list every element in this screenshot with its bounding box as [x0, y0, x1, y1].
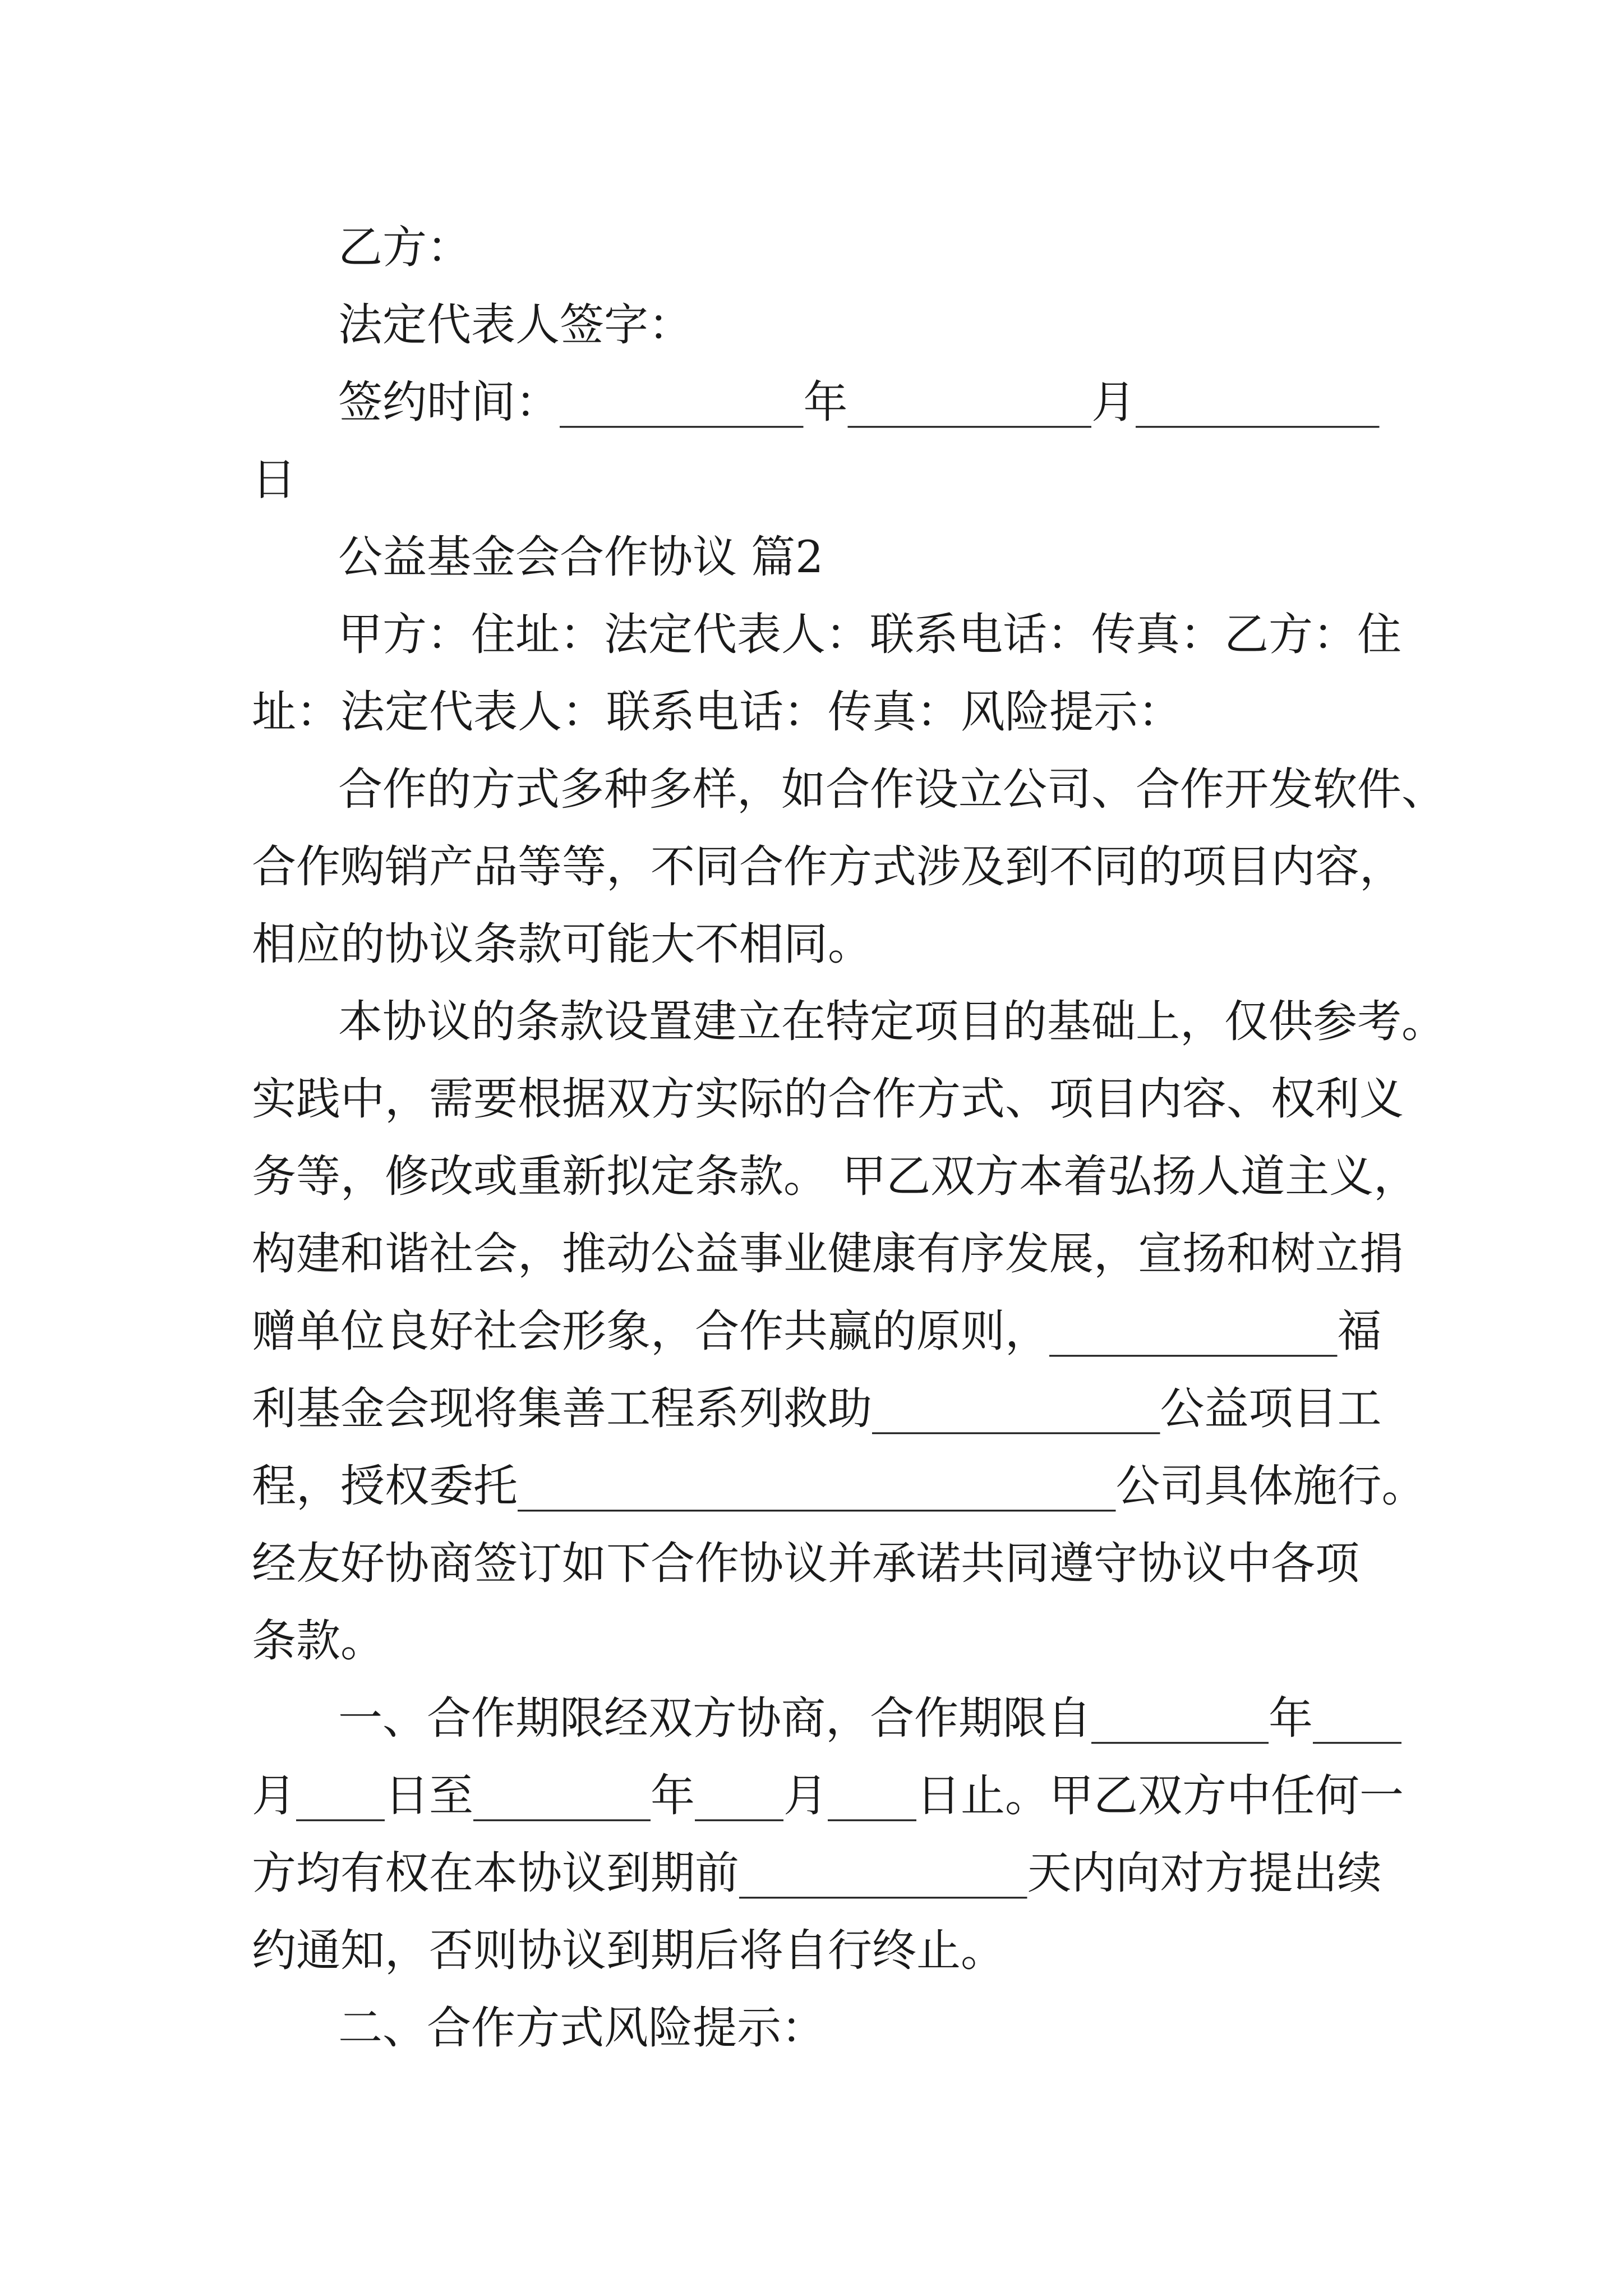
signing-date-day: 日: [252, 454, 296, 505]
paragraph-line: 构建和谐社会，推动公益事业健康有序发展，宣扬和树立捐: [252, 1228, 1404, 1280]
legal-rep-signature-line: 法定代表人签字：: [338, 299, 693, 351]
paragraph-line: 实践中，需要根据双方实际的合作方式、项目内容、权利义: [252, 1073, 1404, 1125]
party-b-line: 乙方：: [338, 222, 471, 273]
party-info-line-1: 甲方：住址：法定代表人：联系电话：传真：乙方：住: [338, 609, 1401, 660]
section-heading: 公益基金会合作协议 篇2: [338, 531, 824, 583]
paragraph-line: 相应的协议条款可能大不相同。: [252, 918, 872, 970]
clause-cooperation-method-heading: 二、合作方式风险提示：: [338, 2002, 826, 2054]
paragraph-line: 务等，修改或重新拟定条款。 甲乙双方本着弘扬人道主义，: [252, 1151, 1418, 1202]
clause-term-line: 月____日至________年____月____日止。甲乙双方中任何一: [252, 1770, 1404, 1821]
paragraph-line: 程，授权委托___________________________公司具体施行。: [252, 1460, 1426, 1512]
paragraph-line: 经友好协商签订如下合作协议并承诺共同遵守协议中各项: [252, 1538, 1359, 1589]
paragraph-line: 条款。: [252, 1615, 385, 1667]
party-info-line-2: 址：法定代表人：联系电话：传真：风险提示：: [252, 686, 1182, 738]
signing-date-line: 签约时间：___________年___________月___________: [338, 376, 1380, 428]
paragraph-line: 合作购销产品等等，不同合作方式涉及到不同的项目内容，: [252, 841, 1404, 892]
paragraph-line: 利基金会现将集善工程系列救助_____________公益项目工: [252, 1383, 1382, 1434]
paragraph-line: 本协议的条款设置建立在特定项目的基础上，仅供参考。: [338, 996, 1446, 1047]
clause-term-line: 一、合作期限经双方协商，合作期限自________年____: [338, 1692, 1401, 1744]
paragraph-line: 赠单位良好社会形象，合作共赢的原则，_____________福: [252, 1305, 1382, 1357]
document-body: [252, 209, 1446, 2067]
clause-term-line: 约通知，否则协议到期后将自行终止。: [252, 1925, 1005, 1976]
paragraph-line: 合作的方式多种多样，如合作设立公司、合作开发软件、: [338, 763, 1446, 815]
clause-term-line: 方均有权在本协议到期前_____________天内向对方提出续: [252, 1847, 1382, 1899]
